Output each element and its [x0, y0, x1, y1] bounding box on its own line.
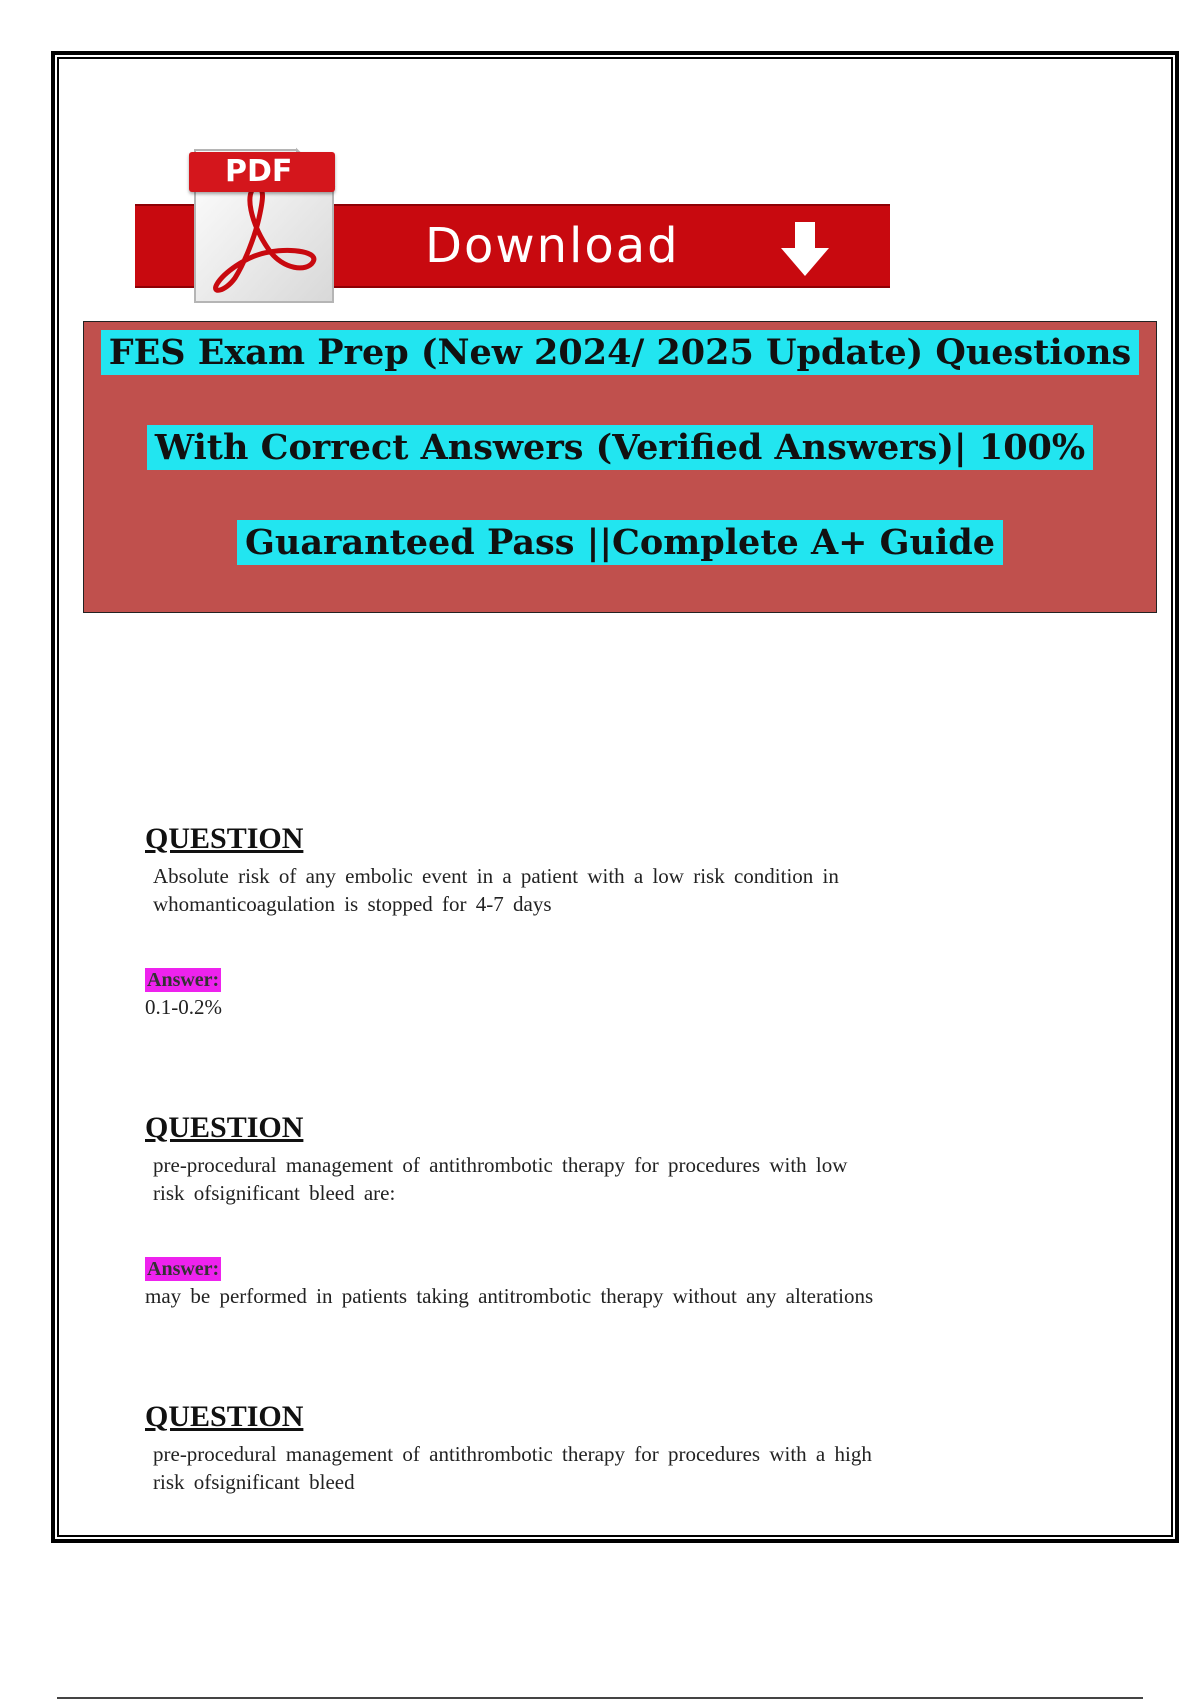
question-heading: QUESTION	[145, 1111, 304, 1144]
pdf-tag: PDF	[189, 152, 335, 192]
answer-label: Answer:	[147, 969, 220, 991]
question-block-2	[145, 1111, 1005, 1309]
question-text: Absolute risk of any embolic event in a patient with a low risk condition in whomanticoagulation is stopped for 4-7 days	[153, 864, 839, 916]
download-banner[interactable]	[135, 146, 890, 306]
title-line-1: FES Exam Prep (New 2024/ 2025 Update) Questions	[84, 332, 1156, 373]
question-heading: QUESTION	[145, 822, 304, 855]
question-block-3	[145, 1400, 1005, 1496]
answer-text: may be performed in patients taking antitrombotic therapy without any alterations	[145, 1284, 874, 1308]
answer-text: 0.1-0.2%	[145, 995, 222, 1019]
question-text: pre-procedural management of antithrombotic therapy for procedures with a high risk ofsignificant bleed	[153, 1442, 872, 1494]
title-line-2: With Correct Answers (Verified Answers)| 100%	[84, 427, 1156, 468]
question-heading: QUESTION	[145, 1400, 304, 1433]
question-text: pre-procedural management of antithrombotic therapy for procedures with low risk ofsignificant bleed are:	[153, 1153, 848, 1205]
title-box	[83, 321, 1157, 613]
download-label[interactable]: Download	[425, 218, 680, 274]
download-arrow-icon	[775, 220, 835, 280]
pdf-file-icon	[185, 146, 345, 306]
footer-rule	[57, 1697, 1143, 1699]
title-line-3: Guaranteed Pass ||Complete A+ Guide	[84, 522, 1156, 563]
answer-label: Answer:	[147, 1258, 220, 1280]
question-block-1	[145, 822, 1005, 1020]
